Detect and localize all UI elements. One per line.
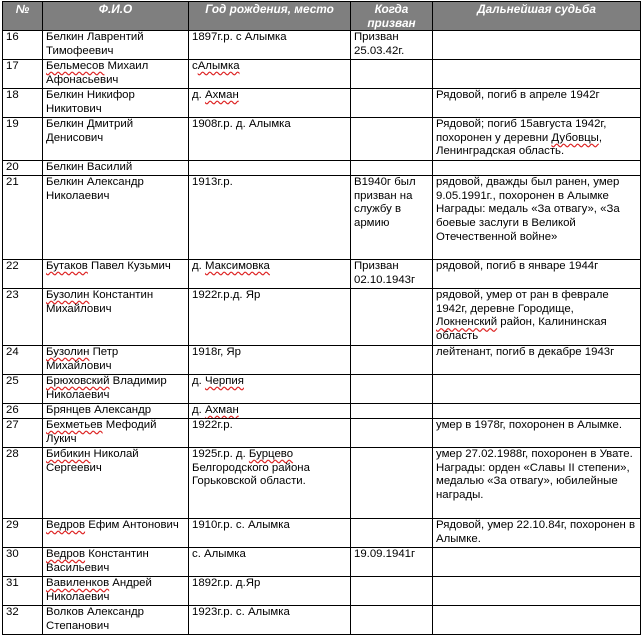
cell-called (351, 346, 433, 375)
cell-num: 17 (3, 60, 43, 89)
cell-num: 32 (3, 606, 43, 635)
header-name: Ф.И.О (43, 2, 189, 31)
name-part: Мефодий Лукич (46, 419, 157, 445)
cell-called (351, 89, 433, 118)
cell-name (43, 548, 189, 577)
cell-name: Белкин Лаврентий Тимофеевич (43, 31, 189, 60)
cell-birth: 1918г, Яр (189, 346, 351, 375)
birth-part: Ахман (204, 404, 239, 416)
cell-name (43, 375, 189, 404)
cell-birth: с. Алымка (189, 548, 351, 577)
table-row (3, 118, 641, 161)
table-row (3, 606, 641, 635)
cell-num: 16 (3, 31, 43, 60)
cell-called: Призван 25.03.42г. (351, 31, 433, 60)
table-row (3, 31, 641, 60)
cell-birth: 1913г.р. (189, 176, 351, 260)
birth-part: Белгородского района Горьковской области. (192, 461, 310, 488)
cell-fate: Рядовой, погиб в апреле 1942г (433, 89, 641, 118)
cell-called (351, 60, 433, 89)
cell-birth (189, 260, 351, 289)
cell-called: 19.09.1941г (351, 548, 433, 577)
cell-name: Волков Александр Степанович (43, 606, 189, 635)
cell-name: Белкин Александр Николаевич (43, 176, 189, 260)
fate-part: , Ленинградская область. (436, 131, 603, 158)
cell-num: 31 (3, 577, 43, 606)
cell-num: 28 (3, 448, 43, 519)
cell-birth (189, 89, 351, 118)
cell-called (351, 606, 433, 635)
cell-called: Призван 02.10.1943г (351, 260, 433, 289)
header-row (3, 2, 641, 31)
cell-fate (433, 118, 641, 161)
cell-fate: умер 27.02.1988г, похоронен в Увате. Награды: орден «Славы II степени», медалью «За отвагу», юбилейные награды. (433, 448, 641, 519)
name-part: Константин Васильевич (46, 548, 149, 574)
cell-fate (433, 577, 641, 606)
fate-part: район, Калининская область (436, 316, 607, 343)
cell-num: 19 (3, 118, 43, 161)
cell-fate: рядовой, дважды был ранен, умер 9.05.1991г., похоронен в Алымке Награды: медаль «За отвагу», «За боевые заслуги в Великой Отечественной войне» (433, 176, 641, 260)
table-row (3, 419, 641, 448)
cell-called: В1940г был призван на службу в армию (351, 176, 433, 260)
cell-birth: 1908г.р. д. Алымка (189, 118, 351, 161)
cell-birth: 1923г.р. с. Алымка (189, 606, 351, 635)
cell-name (43, 260, 189, 289)
memorial-table (2, 1, 641, 635)
cell-birth (189, 161, 351, 176)
cell-name (43, 519, 189, 548)
name-part: Владимир Николаевич (46, 375, 167, 401)
cell-num: 20 (3, 161, 43, 176)
cell-birth (189, 375, 351, 404)
cell-fate: Рядовой, умер 22.10.84г, похоронен в Алымке. (433, 519, 641, 548)
cell-called (351, 289, 433, 346)
cell-name (43, 289, 189, 346)
name-part: Михаил Афонасьевич (46, 60, 149, 86)
header-called: Когда призван (351, 2, 433, 31)
fate-part: Локненский (436, 316, 498, 329)
birth-part: 1925г.р. д. (192, 448, 249, 460)
fate-part: Рядовой; погиб 15августа 1942г, похоронен у деревни (436, 118, 607, 144)
birth-part: Бурцево (248, 448, 294, 460)
cell-fate (433, 375, 641, 404)
birth-part: Максимовка (204, 260, 270, 272)
cell-called (351, 519, 433, 548)
cell-birth: 1892г.р. д.Яр (189, 577, 351, 606)
name-part: Николай Сергеевич (46, 448, 139, 474)
birth-part: Ахман (204, 89, 239, 101)
table-row (3, 346, 641, 375)
cell-num: 25 (3, 375, 43, 404)
name-part: Петр Михайлович (46, 346, 119, 372)
name-part: Ефим Антонович (85, 519, 179, 531)
cell-num: 30 (3, 548, 43, 577)
name-part: Ведров (46, 548, 86, 560)
name-part: Бузолин (46, 346, 90, 358)
name-part: Бузолин (46, 289, 90, 301)
birth-part: с (192, 60, 198, 72)
cell-called (351, 375, 433, 404)
cell-fate: лейтенант, погиб в декабре 1943г (433, 346, 641, 375)
header-fate: Дальнейшая судьба (433, 2, 641, 31)
name-part: Бельмесов (46, 60, 105, 72)
cell-name (43, 577, 189, 606)
cell-name (43, 346, 189, 375)
cell-fate (433, 161, 641, 176)
cell-birth (189, 448, 351, 519)
cell-birth: 1922г.р. (189, 419, 351, 448)
birth-part: д. (192, 260, 205, 272)
cell-num: 29 (3, 519, 43, 548)
cell-name: Белкин Никифор Никитович (43, 89, 189, 118)
table-row (3, 519, 641, 548)
cell-fate (433, 31, 641, 60)
cell-called (351, 419, 433, 448)
cell-fate (433, 548, 641, 577)
cell-fate: рядовой, погиб в январе 1944г (433, 260, 641, 289)
name-part: Брюховский (46, 375, 110, 387)
cell-called (351, 161, 433, 176)
table-row (3, 404, 641, 419)
birth-part: Алымка (197, 60, 240, 72)
cell-called (351, 448, 433, 519)
header-birth: Год рождения, место (189, 2, 351, 31)
table-row (3, 89, 641, 118)
table-row (3, 289, 641, 346)
table-row (3, 161, 641, 176)
fate-part: Дубовцы (551, 131, 599, 144)
cell-birth (189, 60, 351, 89)
cell-name (43, 448, 189, 519)
name-part: Константин Михайлович (46, 289, 154, 315)
table-row (3, 548, 641, 577)
cell-name: Белкин Дмитрий Денисович (43, 118, 189, 161)
cell-num: 27 (3, 419, 43, 448)
birth-part: д. (192, 89, 205, 101)
cell-num: 23 (3, 289, 43, 346)
cell-birth: 1910г.р. с. Алымка (189, 519, 351, 548)
table-row (3, 375, 641, 404)
cell-birth: 1897г.р. с Алымка (189, 31, 351, 60)
cell-name (43, 419, 189, 448)
cell-name: Белкин Василий (43, 161, 189, 176)
name-part: Бехметьев (46, 419, 103, 431)
name-part: Вавиленков (46, 577, 110, 589)
name-part: Бибикин (46, 448, 91, 460)
cell-called (351, 118, 433, 161)
name-part: Бутаков (46, 260, 88, 272)
cell-num: 26 (3, 404, 43, 419)
cell-birth: 1922г.р.д. Яр (189, 289, 351, 346)
cell-fate (433, 289, 641, 346)
table-row (3, 577, 641, 606)
cell-name (43, 60, 189, 89)
cell-num: 22 (3, 260, 43, 289)
header-num: № (3, 2, 43, 31)
cell-called (351, 577, 433, 606)
cell-fate: умер в 1978г, похоронен в Алымке. (433, 419, 641, 448)
cell-called (351, 404, 433, 419)
table-row (3, 448, 641, 519)
cell-num: 21 (3, 176, 43, 260)
birth-part: д. (192, 404, 205, 416)
cell-name: Брянцев Александр (43, 404, 189, 419)
birth-part: Черпия (204, 375, 244, 387)
cell-num: 18 (3, 89, 43, 118)
cell-num: 24 (3, 346, 43, 375)
fate-part: рядовой, умер от ран в феврале 1942г, деревне Городище, (436, 289, 609, 315)
name-part: Андрей Николаевич (46, 577, 152, 603)
table-row (3, 260, 641, 289)
name-part: Ведров (46, 519, 86, 531)
cell-fate (433, 606, 641, 635)
table-row (3, 176, 641, 260)
name-part: Павел Кузьмич (87, 260, 171, 272)
cell-fate (433, 60, 641, 89)
table-row (3, 60, 641, 89)
cell-birth (189, 404, 351, 419)
cell-fate (433, 404, 641, 419)
birth-part: д. (192, 375, 205, 387)
